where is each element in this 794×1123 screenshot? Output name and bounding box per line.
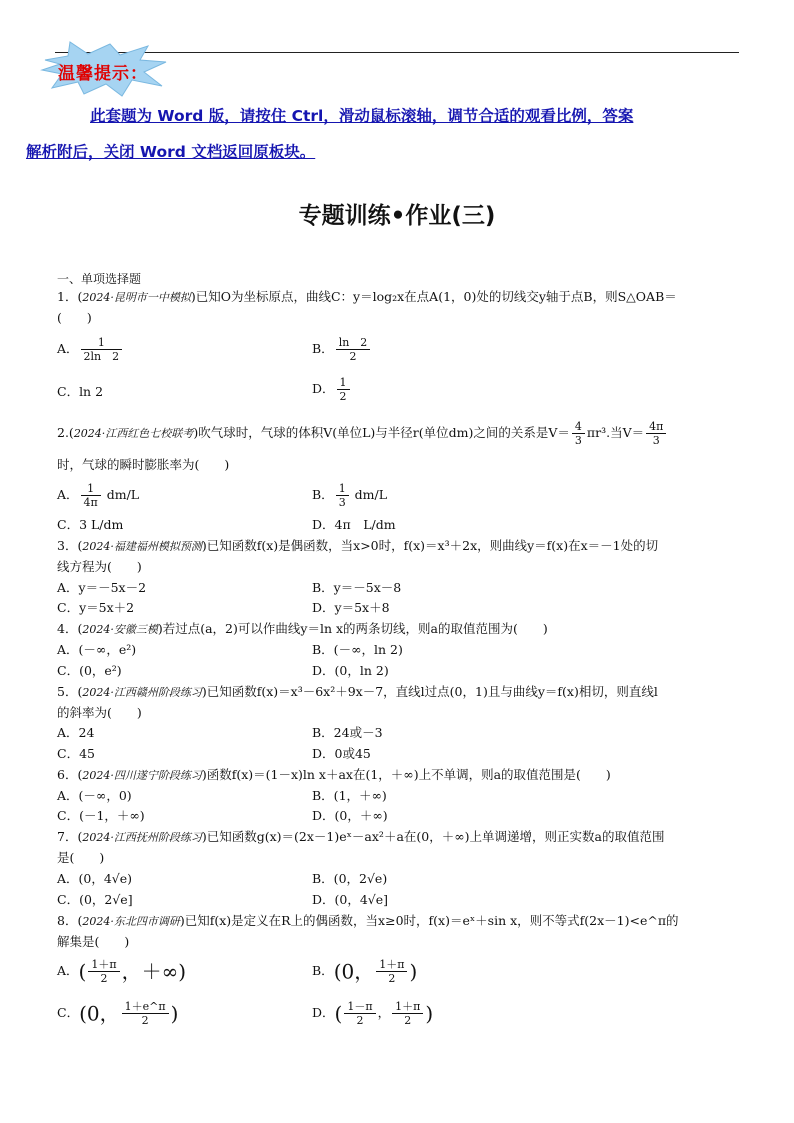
q4-option-a[interactable]: A．(－∞，e²)	[57, 642, 137, 657]
q1-option-b[interactable]: B． $\frac{\ln 2}{2}$	[312, 336, 372, 363]
tip-line2: 解析附后，关闭 Word 文档返回原板块。	[26, 143, 316, 161]
question-8: 8．(2024·东北四市调研)已知f(x)是定义在R上的偶函数，当x≥0时，f(x)＝eˣ＋sin x，则不等式f(2x－1)<e^π的 解集是( )	[57, 913, 679, 949]
q5-option-a[interactable]: A．24	[57, 725, 95, 740]
page-title: 专题训练•作业(三)	[298, 203, 496, 229]
question-1: 1．(2024·昆明市一中模拟)已知O为坐标原点，曲线C：y＝log₂x在点A(1，0)处的切线交y轴于点B，则S△OAB＝ ( )	[57, 289, 677, 325]
q6-option-d[interactable]: D．(0，＋∞)	[312, 808, 388, 823]
q5-option-d[interactable]: D．0或45	[312, 746, 371, 761]
q7-option-b[interactable]: B．(0，2√e)	[312, 871, 388, 886]
q5-option-c[interactable]: C．45	[57, 746, 95, 761]
q1-option-d[interactable]: D． $\frac{1}{2}$	[312, 376, 352, 403]
q1-option-c[interactable]: C．ln 2	[57, 384, 104, 399]
question-3: 3．(2024·福建福州模拟预测)已知函数f(x)是偶函数，当x>0时，f(x)＝x³＋2x，则曲线y＝f(x)在x＝－1处的切 线方程为( )	[57, 538, 659, 574]
q8-option-a[interactable]: A．( $\frac{1+\pi}{2}$ ，＋∞)	[57, 958, 187, 985]
q3-option-c[interactable]: C．y＝5x＋2	[57, 600, 135, 615]
q7-option-d[interactable]: D．(0，4√e]	[312, 892, 389, 907]
q4-option-d[interactable]: D．(0，ln 2)	[312, 663, 389, 678]
question-7: 7．(2024·江西抚州阶段练习)已知函数g(x)＝(2x－1)eˣ－ax²＋a在(0，＋∞)上单调递增，则正实数a的取值范围 是( )	[57, 829, 665, 865]
question-2: 2.(2024·江西红色七校联考)吹气球时，气球的体积V(单位L)与半径r(单位dm)之间的关系是V＝ $\frac{4}{3}$ πr³.当V＝ $\frac{4\pi}{3}$ 时，气球的瞬时膨胀率为( )	[57, 420, 741, 483]
q7-option-a[interactable]: A．(0，4√e)	[57, 871, 133, 886]
q6-option-a[interactable]: A．(－∞，0)	[57, 788, 132, 803]
q3-option-d[interactable]: D．y＝5x＋8	[312, 600, 390, 615]
q4-option-c[interactable]: C．(0，e²)	[57, 663, 122, 678]
tip-notice	[26, 98, 740, 170]
tip-line1: 此套题为 Word 版，请按住 Ctrl，滑动鼠标滚轴，调节合适的观看比例，答案	[90, 107, 634, 125]
section-heading: 一、单项选择题	[57, 272, 142, 286]
q8-option-b[interactable]: B．(0， $\frac{1+\pi}{2}$ )	[312, 958, 418, 985]
question-4: 4．(2024·安徽三模)若过点(a，2)可以作曲线y＝ln x的两条切线，则a的取值范围为( )	[57, 621, 548, 636]
q3-option-a[interactable]: A．y＝－5x－2	[57, 580, 147, 595]
q1-option-a[interactable]: A． $\frac{1}{2\ln 2}$	[57, 336, 124, 363]
q2-option-b[interactable]: B． $\frac{1}{3}$ dm/L	[312, 482, 388, 509]
q4-option-b[interactable]: B．(－∞，ln 2)	[312, 642, 403, 657]
q2-option-d[interactable]: D．4π L/dm	[312, 517, 396, 532]
question-5: 5．(2024·江西赣州阶段练习)已知函数f(x)＝x³－6x²＋9x－7，直线l过点(0，1)且与曲线y＝f(x)相切，则直线l 的斜率为( )	[57, 684, 658, 720]
q8-option-d[interactable]: D．( $\frac{1-\pi}{2}$ ， $\frac{1+\pi}{2}$ )	[312, 1000, 434, 1027]
q3-option-b[interactable]: B．y＝－5x－8	[312, 580, 402, 595]
tip-title: 温馨提示：	[58, 64, 148, 84]
q8-option-c[interactable]: C．(0， $\frac{1+e\^{}\pi}{2}$ )	[57, 1000, 179, 1027]
q2-option-a[interactable]: A． $\frac{1}{4\pi}$ dm/L	[57, 482, 140, 509]
q6-option-c[interactable]: C．(－1，＋∞)	[57, 808, 145, 823]
q5-option-b[interactable]: B．24或－3	[312, 725, 383, 740]
q6-option-b[interactable]: B．(1，＋∞)	[312, 788, 387, 803]
question-6: 6．(2024·四川遂宁阶段练习)函数f(x)＝(1－x)ln x＋ax在(1，＋∞)上不单调，则a的取值范围是( )	[57, 767, 611, 782]
q7-option-c[interactable]: C．(0，2√e]	[57, 892, 133, 907]
q2-option-c[interactable]: C．3 L/dm	[57, 517, 124, 532]
